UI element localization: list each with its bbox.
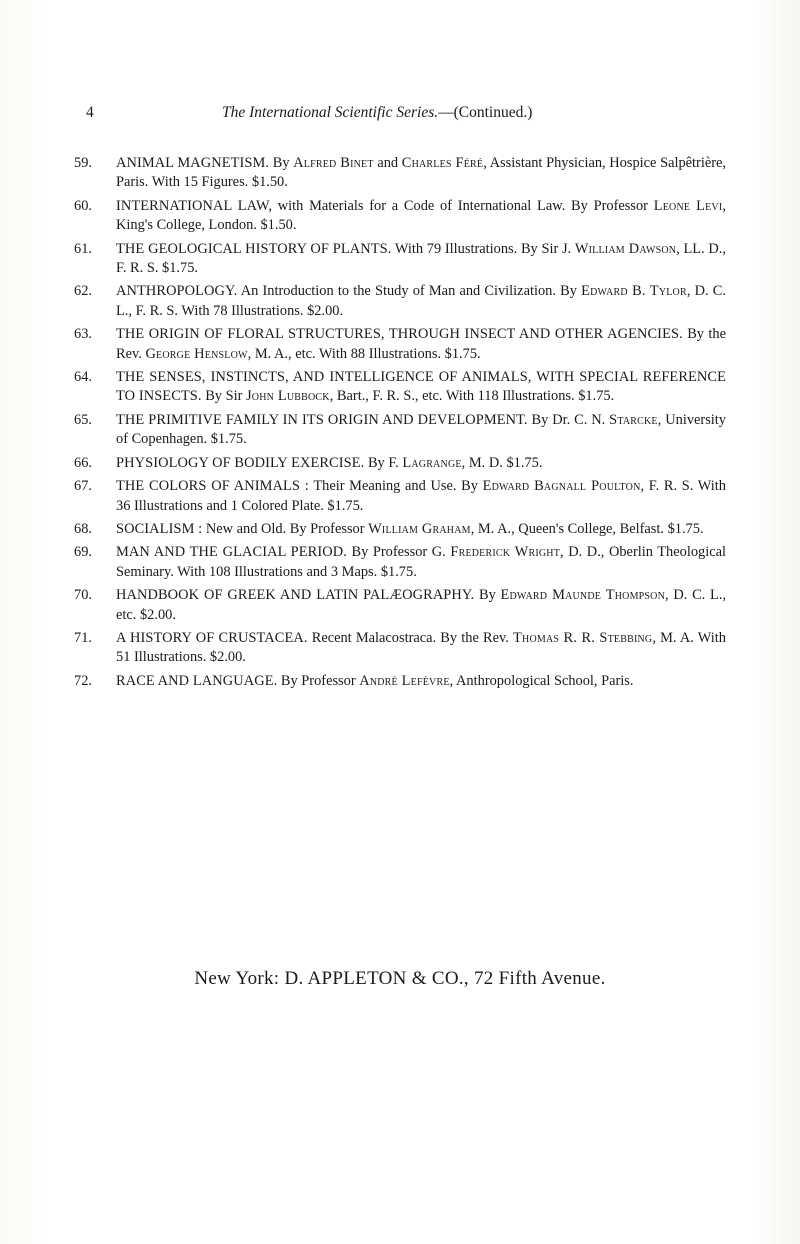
entry-author: Frederick Wright: [450, 544, 561, 561]
series-title: The International Scientific Series.: [222, 104, 439, 121]
list-item: [74, 543, 726, 582]
entry-author: André Lefèvre: [359, 672, 450, 689]
entry-author: George Henslow: [145, 345, 248, 362]
entry-text: , LL. D., F. R. S. $1.75.: [116, 240, 726, 277]
entry-text: By F.: [364, 454, 403, 471]
entry-title: ANTHROPOLOGY.: [116, 283, 238, 300]
entry-text: , D. C. L., F. R. S. With 78 Illustrations. $2.00.: [116, 283, 726, 319]
list-item: [74, 325, 726, 364]
entry-author: Lagrange: [402, 454, 462, 471]
entry-number: 64.: [74, 369, 92, 386]
entry-number: 66.: [74, 454, 92, 471]
continued-label: —(Continued.): [438, 104, 533, 121]
entry-list: [74, 154, 726, 695]
entry-title: HANDBOOK OF GREEK AND LATIN PALÆOGRAPHY.: [116, 587, 475, 604]
list-item: [74, 520, 726, 539]
entry-text: By: [269, 155, 294, 171]
list-item: [74, 629, 726, 668]
entry-title: RACE AND LANGUAGE.: [116, 672, 278, 689]
entry-title: MAN AND THE GLACIAL PERIOD.: [116, 544, 347, 561]
series-title-line: [222, 104, 532, 122]
entry-text: By Professor G.: [346, 544, 451, 561]
entry-text: By Dr. C. N.: [527, 411, 610, 428]
entry-title: THE COLORS OF ANIMALS :: [116, 478, 309, 495]
entry-number: 59.: [74, 155, 92, 171]
list-item: [74, 282, 726, 321]
entry-author: Alfred Binet: [293, 155, 374, 171]
entry-text: , Assistant Physician, Hospice Salpêtrière, Paris. With 15 Figures. $1.50.: [116, 155, 726, 191]
entry-author: William Dawson: [574, 240, 677, 257]
entry-author: Edward B. Tylor: [581, 283, 687, 300]
entry-text: , D. C. L., etc. $2.00.: [116, 587, 726, 623]
list-item: [74, 411, 726, 450]
entry-text: By Professor: [277, 672, 360, 689]
entry-number: 60.: [74, 197, 92, 214]
entry-text: With 79 Illustrations. By Sir J.: [391, 240, 575, 257]
list-item: [74, 154, 726, 193]
publisher-imprint: New York: D. APPLETON & CO., 72 Fifth Avenue.: [194, 968, 606, 989]
entry-author: Edward Maunde Thompson: [500, 587, 666, 604]
entry-title: INTERNATIONAL LAW,: [116, 197, 273, 214]
entry-author: Charles Féré: [401, 155, 484, 171]
entry-number: 65.: [74, 411, 92, 428]
entry-text: By the Rev.: [116, 326, 726, 362]
entry-text: , M. A., etc. With 88 Illustrations. $1.75.: [247, 345, 481, 362]
entry-title: SOCIALISM :: [116, 520, 203, 537]
entry-number: 69.: [74, 544, 92, 561]
list-item: [74, 368, 726, 407]
running-head: [62, 104, 762, 128]
entry-author: John Lubbock: [245, 388, 330, 405]
entry-number: 62.: [74, 283, 92, 300]
entry-text: , Anthropological School, Paris.: [449, 672, 634, 689]
list-item: [74, 454, 726, 473]
entry-number: 63.: [74, 326, 92, 343]
entry-text: , M. A. With 51 Illustrations. $2.00.: [116, 629, 726, 666]
entry-author: Thomas R. R. Stebbing: [513, 629, 653, 646]
entry-title: THE SENSES, INSTINCTS, AND INTELLIGENCE OF ANIMALS, WITH SPECIAL REFERENCE TO INSECTS.: [116, 369, 726, 405]
list-item: [74, 197, 726, 236]
entry-title: THE ORIGIN OF FLORAL STRUCTURES, THROUGH INSECT AND OTHER AGENCIES.: [116, 326, 683, 343]
list-item: [74, 586, 726, 625]
entry-author: William Graham: [368, 520, 471, 537]
entry-text: Their Meaning and Use. By: [308, 478, 483, 495]
entry-text: , M. A., Queen's College, Belfast. $1.75.: [470, 520, 704, 537]
entry-author: Leone Levi: [653, 197, 723, 214]
entry-number: 68.: [74, 520, 92, 537]
entry-number: 71.: [74, 629, 92, 646]
entry-author: Starcke: [609, 411, 658, 428]
entry-number: 72.: [74, 672, 92, 689]
entry-text: , University of Copenhagen. $1.75.: [116, 411, 726, 448]
entry-title: THE PRIMITIVE FAMILY IN ITS ORIGIN AND DEVELOPMENT.: [116, 411, 528, 428]
entry-text: , King's College, London. $1.50.: [116, 197, 726, 234]
entry-text: with Materials for a Code of International Law. By Professor: [272, 197, 654, 214]
entry-text: and: [373, 155, 402, 171]
entry-title: THE GEOLOGICAL HISTORY OF PLANTS.: [116, 240, 392, 257]
entry-text: By: [474, 587, 501, 604]
entry-text: New and Old. By Professor: [202, 520, 369, 537]
entry-text: An Introduction to the Study of Man and Civilization. By: [237, 283, 582, 300]
entry-text: , D. D., Oberlin Theological Seminary. With 108 Illustrations and 3 Maps. $1.75.: [116, 544, 726, 580]
entry-title: PHYSIOLOGY OF BODILY EXERCISE.: [116, 454, 365, 471]
entry-number: 61.: [74, 240, 92, 257]
list-item: [74, 672, 726, 691]
entry-text: , M. D. $1.75.: [461, 454, 543, 471]
entry-title: A HISTORY OF CRUSTACEA.: [116, 629, 308, 646]
entry-text: By Sir: [201, 388, 246, 405]
entry-text: , F. R. S. With 36 Illustrations and 1 Colored Plate. $1.75.: [116, 478, 726, 514]
list-item: [74, 477, 726, 516]
list-item: [74, 240, 726, 279]
entry-text: , Bart., F. R. S., etc. With 118 Illustrations. $1.75.: [329, 388, 615, 405]
entry-text: Recent Malacostraca. By the Rev.: [307, 629, 514, 646]
entry-number: 67.: [74, 478, 92, 495]
page-number: 4: [86, 104, 94, 121]
entry-title: ANIMAL MAGNETISM.: [116, 155, 270, 171]
entry-author: Edward Bagnall Poulton: [482, 478, 641, 495]
entry-number: 70.: [74, 587, 92, 604]
